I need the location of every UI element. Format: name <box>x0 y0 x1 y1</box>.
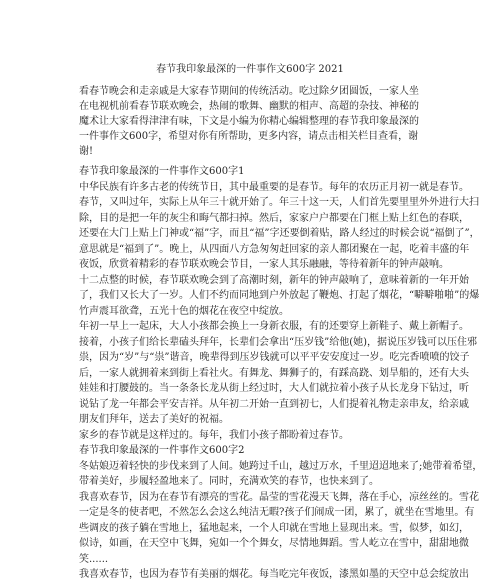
text-line: 夜饭，欣赏着精彩的春节联欢晚会节目，一家人其乐融融，等待着新年的钟声敲响。 <box>79 259 449 270</box>
text-line: 带着美好，步履轻盈地来了。同时，充满欢笑的春节，也快来到了。 <box>79 476 379 487</box>
intro-paragraph: 看春节晚会和走亲戚是大家春节期间的传统活动。吃过除夕团圆饭，一家人坐在电视机前看春节联欢晚会，热闹的歌舞、幽默的相声、高超的杂技、神秘的魔术让大家看得津津有味，下文是小编为你精心编辑整理的春节我印象最深的一件事作文600字，希望对你有所帮助，更多内容，请点击相关栏目查看，谢谢! <box>79 86 419 157</box>
text-line: 除，目的是把一年的灰尘和晦气都扫掉。然后，家家户户都要在门框上贴上红色的春联， <box>79 212 469 224</box>
text-line: 春节我印象最深的一件事作文600字2 <box>79 445 245 456</box>
text-line: 中华民族有许多古老的传统节日，其中最重要的是春节。每年的农历正月初一就是春节。 <box>79 181 469 193</box>
text-line: 娃娃和打腰鼓的。当一条条长龙从街上经过时，大人们就拉着小孩子从长龙身下钻过，听 <box>79 383 469 394</box>
text-line: 家乡的春节就是这样过的。每年，我们小孩子都盼着过春节。 <box>79 429 349 441</box>
text-line: 我喜欢春节，也因为春节有美丽的烟花。每当吃完年夜饭，漆黑如墨的天空中总会绽放出 <box>79 569 469 580</box>
text-line: 接着，小孩子们给长辈磕头拜年，长辈们会拿出“压岁钱”给他(她)，据说压岁钱可以压住邪 <box>79 336 478 348</box>
text-line: 些调皮的孩子躺在雪地上，猛地起来，一个人印就在雪地上显现出来。雪，似梦，如幻， <box>79 522 469 534</box>
text-line: 一定是冬的使者吧，不然怎么会这么纯洁无暇?孩子们闹成一团，累了，就坐在雪地里。有 <box>79 507 475 518</box>
article-body <box>79 164 483 583</box>
text-line: 我喜欢春节，因为在春节有漂亮的雪花。晶莹的雪花漫天飞舞，落在手心，凉丝丝的。雪花 <box>79 491 479 503</box>
text-line: 祟，因为“岁”与“祟”谐音，晚辈得到压岁钱就可以平平安安度过一岁。吃完香喷喷的饺子 <box>79 352 470 363</box>
text-line: 似诗，如画，在天空中飞舞，宛如一个个舞女，尽情地舞蹈。雪人屹立在雪中，甜甜地微 <box>79 538 469 549</box>
text-line: 还要在大门上贴上门神或“福”字，而且“福”字还要倒着贴，路人经过的时候会说“福倒了”， <box>79 228 480 239</box>
text-line: 了，我们又长大了一岁。人们不约而同地到户外放起了鞭炮、打起了烟花，“噼噼啪啪”的爆 <box>79 290 480 301</box>
text-line: 说钻了龙一年都会平安吉祥。从年初二开始一直到初七，人们提着礼物走亲串友，给亲戚 <box>79 398 469 410</box>
text-line: 十二点整的时候，春节联欢晚会到了高潮时刻，新年的钟声敲响了，意味着新的一年开始 <box>79 274 469 286</box>
text-line: 年初一早上一起床，大人小孩都会换上一身新衣服，有的还要穿上新鞋子、戴上新帽子。 <box>79 321 469 332</box>
text-line: 后，一家人就拥着来到街上看社火。有舞龙、舞狮子的，有踩高跷、划旱船的，还有大头 <box>79 367 469 379</box>
text-line: 春节，又叫过年，实际上从年三十就开始了。年三十这一天，人们首先要里里外外进行大扫 <box>79 197 479 208</box>
document-title: 春节我印象最深的一件事作文600字 2021 <box>156 64 344 75</box>
text-line: 朋友们拜年，送去了美好的祝福。 <box>79 414 229 425</box>
text-line: 笑...... <box>79 553 109 565</box>
text-line: 春节我印象最深的一件事作文600字1 <box>79 166 245 177</box>
text-line: 竹声震耳欲聋，五光十色的烟花在夜空中绽放。 <box>79 305 289 317</box>
text-line: 冬姑娘迈着轻快的步伐来到了人间。她跨过千山，越过万水，千里迢迢地来了;她带着希望， <box>79 460 483 472</box>
text-line: 意思就是“福到了”。晚上，从四面八方急匆匆赶回家的亲人都团聚在一起，吃着丰盛的年 <box>79 243 470 255</box>
